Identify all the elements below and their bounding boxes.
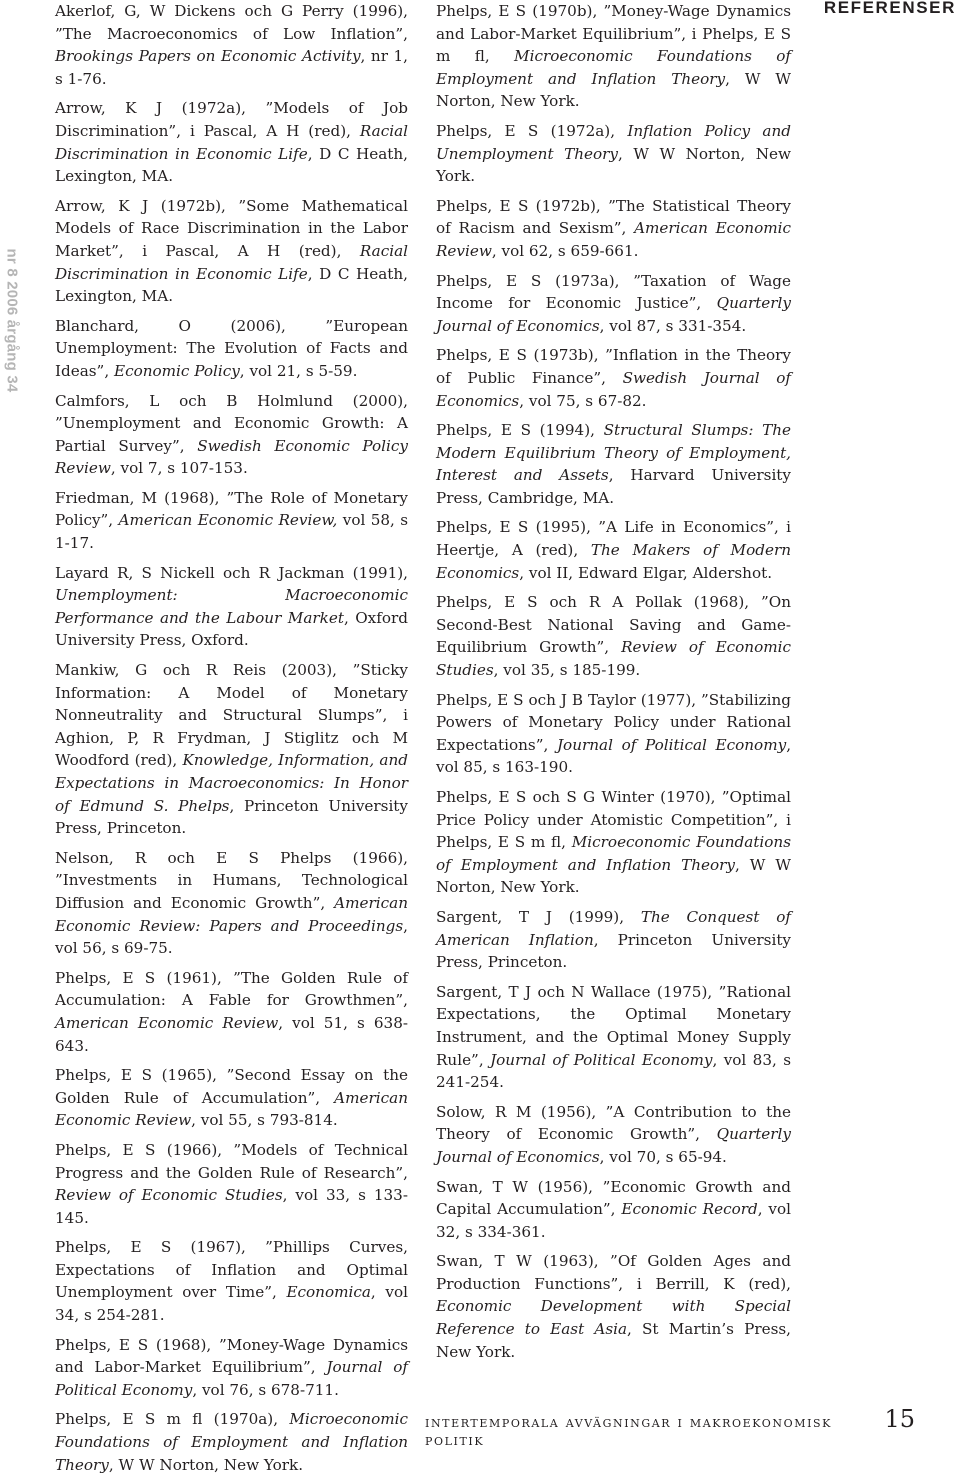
reference-entry: Sargent, T J (1999), The Conquest of American Inflation, Princeton University Press, Princeton. [436,907,791,972]
reference-entry: Phelps, E S (1973a), ”Taxation of Wage Income for Economic Justice”, Quarterly Journal of Economics, vol 87, s 331-354. [436,271,791,335]
reference-entry: Layard R, S Nickell och R Jackman (1991), Unemployment: Macroeconomic Performance and the Labour Market, Oxford University Press, Oxford. [55,563,408,650]
reference-entry: Swan, T W (1963), ”Of Golden Ages and Production Functions”, i Berrill, K (red), Economic Development with Special Reference to East Asia, St Martin’s Press, New York. [436,1252,791,1361]
reference-entry: Phelps, E S (1995), ”A Life in Economics”, i Heertje, A (red), The Makers of Modern Economics, vol II, Edward Elgar, Aldershot. [436,518,791,582]
reference-entry: Phelps, E S och R A Pollak (1968), ”On Second-Best National Saving and Game-Equilibrium Growth”, Review of Economic Studies, vol 35, s 185-199. [436,593,791,680]
reference-entry: Blanchard, O (2006), ”European Unemployment: The Evolution of Facts and Ideas”, Economic Policy, vol 21, s 5-59. [55,316,408,380]
reference-entry: Phelps, E S (1972a), Inflation Policy and Unemployment Theory, W W Norton, New York. [436,121,791,186]
reference-entry: Arrow, K J (1972b), ”Some Mathematical Models of Race Discrimination in the Labor Market”, i Pascal, A H (red), Racial Discrimination in Economic Life, D C Heath, Lexington, MA. [55,196,409,306]
reference-entry: Phelps, E S (1967), ”Phillips Curves, Expectations of Inflation and Optimal Unemployment over Time”, Economica, vol 34, s 254-281. [55,1238,408,1325]
reference-entry: Phelps, E S (1961), ”The Golden Rule of Accumulation: A Fable for Growthmen”, American Economic Review, vol 51, s 638-643. [55,968,408,1055]
reference-entry: Phelps, E S (1965), ”Second Essay on the Golden Rule of Accumulation”, American Economic Review, vol 55, s 793-814. [55,1066,408,1130]
reference-entry: Akerlof, G, W Dickens och G Perry (1996), ”The Macroeconomics of Low Inflation”, Brookings Papers on Economic Activity, nr 1, s 1-76. [55,2,409,88]
reference-entry: Nelson, R och E S Phelps (1966), ”Investments in Humans, Technological Diffusion and Economic Growth”, American Economic Review: Papers and Proceedings, vol 56, s 69-75. [55,848,408,958]
page-number: 15 [884,1405,915,1433]
reference-entry: Phelps, E S m fl (1970a), Microeconomic Foundations of Employment and Inflation Theory, W W Norton, New York. [55,1410,408,1474]
references-column-right [436,0,791,1370]
page-footer [425,1405,915,1449]
reference-entry: Friedman, M (1968), ”The Role of Monetary Policy”, American Economic Review, vol 58, s 1-17. [55,488,409,553]
reference-entry: Phelps, E S (1973b), ”Inflation in the Theory of Public Finance”, Swedish Journal of Economics, vol 75, s 67-82. [436,346,792,410]
section-title: REFERENSER [823,0,956,17]
reference-entry: Phelps, E S och S G Winter (1970), ”Optimal Price Policy under Atomistic Competition”, i Phelps, E S m fl, Microeconomic Foundations of Employment and Inflation Theory, W W Norton, New York. [436,788,792,897]
running-title: intertemporala avvägningar i makroekonomisk politik [425,1413,832,1449]
reference-entry: Phelps, E S (1966), ”Models of Technical Progress and the Golden Rule of Research”, Review of Economic Studies, vol 33, s 133-145. [55,1140,408,1227]
reference-entry: Solow, R M (1956), ”A Contribution to the Theory of Economic Growth”, Quarterly Journal of Economics, vol 70, s 65-94. [436,1102,791,1166]
references-column-left [55,0,408,1483]
reference-entry: Phelps, E S och J B Taylor (1977), ”Stabilizing Powers of Monetary Policy under Rational Expectations”, Journal of Political Economy, vol 85, s 163-190. [436,690,792,777]
reference-entry: Arrow, K J (1972a), ”Models of Job Discrimination”, i Pascal, A H (red), Racial Discrimination in Economic Life, D C Heath, Lexington, MA. [55,99,409,186]
reference-entry: Swan, T W (1956), ”Economic Growth and Capital Accumulation”, Economic Record, vol 32, s 334-361. [436,1177,791,1241]
reference-entry: Phelps, E S (1972b), ”The Statistical Theory of Racism and Sexism”, American Economic Review, vol 62, s 659-661. [436,196,791,260]
reference-entry: Phelps, E S (1968), ”Money-Wage Dynamics and Labor-Market Equilibrium”, Journal of Political Economy, vol 76, s 678-711. [55,1335,408,1399]
reference-entry: Phelps, E S (1970b), ”Money-Wage Dynamics and Labor-Market Equilibrium”, i Phelps, E S m fl, Microeconomic Foundations of Employment and Inflation Theory, W W Norton, New York. [436,2,792,111]
reference-entry: Sargent, T J och N Wallace (1975), ”Rational Expectations, the Optimal Monetary Instrument, and the Optimal Money Supply Rule”, Journal of Political Economy, vol 83, s 241-254. [436,982,792,1092]
issue-side-label-text: nr 8 2006 årgång 34 [3,248,21,392]
reference-entry: Phelps, E S (1994), Structural Slumps: The Modern Equilibrium Theory of Employment, Interest and Assets, Harvard University Press, Cambridge, MA. [436,421,791,507]
reference-entry: Calmfors, L och B Holmlund (2000), ”Unemployment and Economic Growth: A Partial Survey”, Swedish Economic Policy Review, vol 7, s 107-153. [55,391,408,478]
issue-side-label [2,225,22,415]
reference-entry: Mankiw, G och R Reis (2003), ”Sticky Information: A Model of Monetary Nonneutrality and Structural Slumps”, i Aghion, P, R Frydman, J Stiglitz och M Woodford (red), Knowledge, Information, and Expectations in Macroeconomics: In Honor of Edmund S. Phelps, Princeton University Press, Princeton. [55,661,408,838]
